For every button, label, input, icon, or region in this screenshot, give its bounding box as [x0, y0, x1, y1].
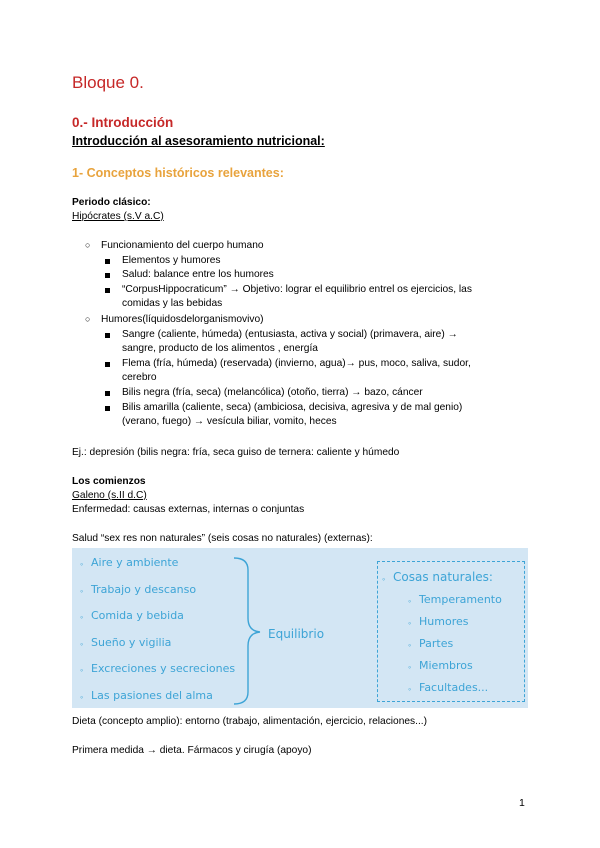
- enfermedad-line: Enfermedad: causas externas, internas o conjuntas: [72, 504, 305, 515]
- section-subtitle: Introducción al asesoramiento nutricional:: [72, 134, 325, 148]
- list-item: Flema (fría, húmeda) (reservada) (invierno, agua)→ pus, moco, saliva, sudor,: [122, 358, 471, 369]
- dot-bullet-icon: ◦: [80, 586, 84, 596]
- dot-bullet-icon: ◦: [80, 665, 84, 675]
- list-item-continuation: (verano, fuego) → vesícula biliar, vomito, heces: [122, 416, 337, 427]
- diagram-left-item: Las pasiones del alma: [91, 689, 213, 702]
- list-item: Bilis amarilla (caliente, seca) (ambiciosa, decisiva, agresiva y de mal genio): [122, 402, 463, 413]
- dot-bullet-icon: ◦: [382, 574, 386, 584]
- square-bullet-icon: [105, 288, 110, 293]
- list-item: Humores(líquidosdelorganismovivo): [101, 314, 264, 325]
- square-bullet-icon: [105, 391, 110, 396]
- diagram-left-item: Sueño y vigilia: [91, 636, 172, 649]
- diagram-right-title: Cosas naturales:: [393, 570, 493, 584]
- dot-bullet-icon: ◦: [80, 639, 84, 649]
- hollow-bullet-icon: ○: [85, 314, 91, 324]
- list-item-continuation: comidas y las bebidas: [122, 298, 223, 309]
- hollow-bullet-icon: ○: [85, 240, 91, 250]
- dot-bullet-icon: ◦: [80, 612, 84, 622]
- list-item: Salud: balance entre los humores: [122, 269, 274, 280]
- diagram-center-label: Equilibrio: [268, 627, 325, 641]
- curly-brace-icon: [228, 556, 262, 706]
- salud-line: Salud “sex res non naturales” (seis cosas no naturales) (externas):: [72, 533, 373, 544]
- square-bullet-icon: [105, 259, 110, 264]
- diagram-right-item: Humores: [419, 615, 469, 628]
- list-item: Sangre (caliente, húmeda) (entusiasta, activa y social) (primavera, aire) →: [122, 329, 458, 340]
- dot-bullet-icon: ◦: [408, 662, 412, 672]
- diagram-left-item: Comida y bebida: [91, 609, 184, 622]
- square-bullet-icon: [105, 333, 110, 338]
- list-item: Elementos y humores: [122, 255, 221, 266]
- comienzos-heading: Los comienzos: [72, 476, 146, 487]
- dot-bullet-icon: ◦: [408, 618, 412, 628]
- list-item: “CorpusHippocraticum” → Objetivo: lograr el equilibrio entrel os ejercicios, las: [122, 284, 472, 295]
- clasico-author: Hipócrates (s.V a.C): [72, 211, 164, 222]
- square-bullet-icon: [105, 273, 110, 278]
- dot-bullet-icon: ◦: [408, 684, 412, 694]
- list-item-continuation: sangre, producto de los alimentos , energía: [122, 343, 318, 354]
- dot-bullet-icon: ◦: [408, 596, 412, 606]
- diagram-left-item: Excreciones y secreciones: [91, 662, 236, 675]
- list-item-continuation: cerebro: [122, 372, 157, 383]
- primera-line: Primera medida → dieta. Fármacos y cirugía (apoyo): [72, 745, 312, 756]
- diagram-left-item: Aire y ambiente: [91, 556, 179, 569]
- square-bullet-icon: [105, 406, 110, 411]
- dieta-line: Dieta (concepto amplio): entorno (trabajo, alimentación, ejercicio, relaciones...): [72, 716, 428, 727]
- diagram-right-item: Facultades...: [419, 681, 489, 694]
- diagram-right-item: Miembros: [419, 659, 473, 672]
- page-title: Bloque 0.: [72, 73, 144, 92]
- diagram-right-item: Temperamento: [419, 593, 502, 606]
- dot-bullet-icon: ◦: [80, 692, 84, 702]
- diagram-right-item: Partes: [419, 637, 454, 650]
- clasico-heading: Periodo clásico:: [72, 197, 151, 208]
- example-line: Ej.: depresión (bilis negra: fría, seca guiso de ternera: caliente y húmedo: [72, 447, 400, 458]
- square-bullet-icon: [105, 362, 110, 367]
- diagram-left-item: Trabajo y descanso: [91, 583, 197, 596]
- comienzos-author: Galeno (s.II d.C): [72, 490, 147, 501]
- section-heading: 0.- Introducción: [72, 115, 174, 130]
- dot-bullet-icon: ◦: [80, 559, 84, 569]
- list-item: Bilis negra (fría, seca) (melancólica) (otoño, tierra) → bazo, cáncer: [122, 387, 423, 398]
- page-number: 1: [519, 797, 525, 809]
- list-item: Funcionamiento del cuerpo humano: [101, 240, 264, 251]
- subsection-heading: 1- Conceptos históricos relevantes:: [72, 166, 284, 180]
- dot-bullet-icon: ◦: [408, 640, 412, 650]
